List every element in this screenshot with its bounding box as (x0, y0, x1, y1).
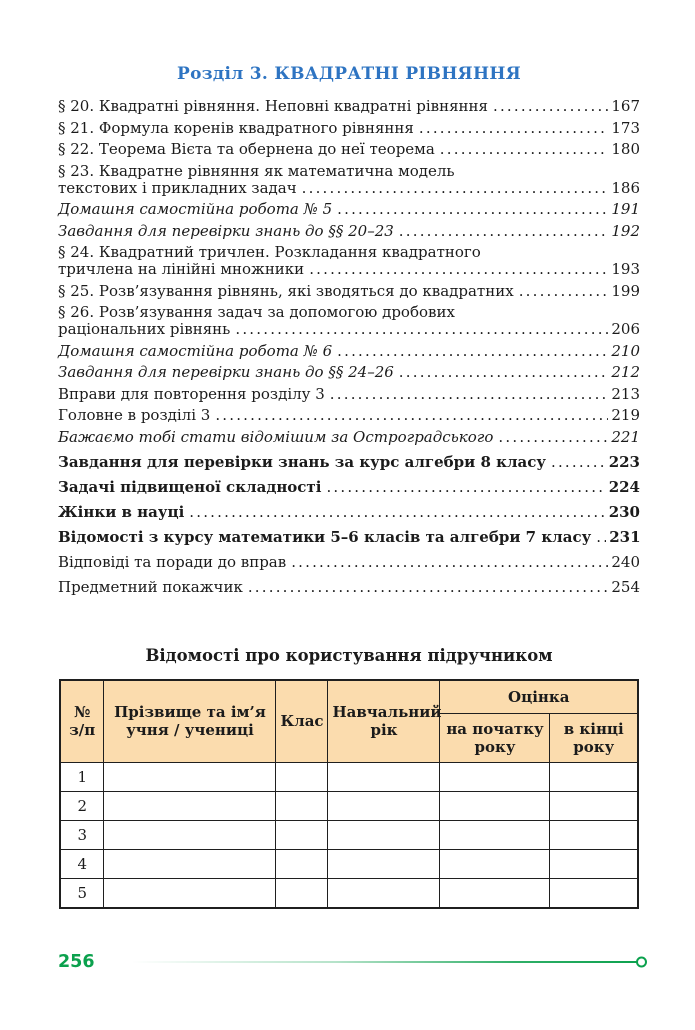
header-cell-grade-end: в кінці року (550, 713, 638, 762)
dot-leader (519, 283, 609, 300)
toc-entry-text: § 21. Формула коренів квадратного рівняння (58, 118, 414, 137)
toc-entry-text: Предметний покажчик (58, 577, 243, 596)
toc-entry-page: 192 (611, 221, 640, 240)
header-cell-grade: Оцінка (440, 680, 638, 714)
toc-entry (58, 343, 640, 360)
toc-entry-text: тричлена на лінійні множники (58, 260, 305, 278)
toc-entry-text: Домашня самостійна робота № 5 (58, 200, 333, 218)
toc-entry-page: 206 (611, 320, 640, 338)
toc-entry-text: текстових і прикладних задач (58, 178, 297, 197)
dot-leader (309, 261, 608, 278)
row-number-cell: 2 (60, 791, 104, 820)
toc-entry (58, 120, 640, 137)
usage-section (58, 646, 640, 909)
toc-row (58, 529, 640, 546)
toc-entry-text: Головне в розділі 3 (58, 406, 211, 424)
toc-entry-page: 223 (608, 452, 640, 471)
empty-cell (550, 762, 638, 791)
empty-cell (550, 820, 638, 849)
row-number-cell: 5 (60, 878, 104, 908)
toc-row (58, 364, 640, 381)
toc-entry-page: 230 (608, 502, 640, 521)
toc-entry (58, 386, 640, 403)
dot-leader (189, 504, 605, 521)
dot-leader (326, 479, 605, 496)
toc-row (58, 479, 640, 496)
dot-leader (419, 120, 608, 137)
toc-row (58, 120, 640, 137)
empty-cell (276, 762, 328, 791)
dot-leader (235, 321, 608, 338)
toc-row (58, 454, 640, 471)
toc-entry-page: 210 (611, 341, 640, 360)
usage-table-row (60, 849, 638, 878)
empty-cell (440, 762, 550, 791)
empty-cell (440, 878, 550, 908)
toc-entry-text: Бажаємо тобі стати відомішим за Остроградського (58, 427, 494, 446)
toc-entry-text: Вправи для повторення розділу 3 (58, 384, 325, 403)
toc-row (58, 407, 640, 424)
toc-row (58, 321, 640, 338)
toc-entry-text: Завдання для перевірки знань до §§ 24–26 (58, 363, 394, 381)
empty-cell (276, 820, 328, 849)
toc-entry (58, 304, 640, 338)
toc-entry-page: 199 (611, 281, 640, 300)
chapter-title: Розділ 3. КВАДРАТНІ РІВНЯННЯ (176, 64, 521, 84)
toc-entry (58, 529, 640, 546)
empty-cell (328, 791, 440, 820)
dot-leader (302, 180, 609, 197)
toc-entry (58, 407, 640, 424)
toc-entry-text: Жінки в науці (58, 502, 185, 521)
toc-entry-page: 221 (611, 427, 640, 446)
dot-leader (493, 98, 608, 115)
dot-leader (399, 364, 609, 381)
toc-entry-text: § 26. Розв’язування задач за допомогою дробових (58, 303, 455, 321)
usage-table-row (60, 791, 638, 820)
toc-entry-text: Завдання для перевірки знань за курс алгебри 8 класу (58, 452, 546, 471)
toc-entry (58, 479, 640, 496)
header-cell-class: Клас (276, 680, 328, 763)
toc-row (58, 504, 640, 521)
empty-cell (440, 849, 550, 878)
toc-entry (58, 504, 640, 521)
usage-table-row (60, 878, 638, 908)
empty-cell (328, 878, 440, 908)
dot-leader (498, 429, 608, 446)
toc-entry-page: 212 (611, 363, 640, 381)
toc-row (58, 386, 640, 403)
toc-entry-page: 180 (611, 140, 640, 158)
empty-cell (104, 791, 276, 820)
toc-entry-text: § 20. Квадратні рівняння. Неповні квадратні рівняння (58, 97, 488, 115)
header-cell-num: № з/п (60, 680, 104, 763)
toc-row (58, 180, 640, 197)
toc-entry-page: 219 (611, 406, 640, 424)
empty-cell (328, 849, 440, 878)
toc-entry-text: раціональних рівнянь (58, 320, 231, 338)
empty-cell (276, 849, 328, 878)
dot-leader (291, 554, 608, 571)
toc-entry-page: 193 (611, 260, 640, 278)
usage-table (59, 679, 639, 909)
empty-cell (550, 849, 638, 878)
empty-cell (550, 791, 638, 820)
toc-entry (58, 454, 640, 471)
toc-entry (58, 283, 640, 300)
empty-cell (104, 820, 276, 849)
usage-table-header (60, 680, 638, 763)
toc-entry (58, 429, 640, 446)
toc-row (58, 579, 640, 596)
dot-leader (330, 386, 609, 403)
empty-cell (104, 849, 276, 878)
row-number-cell: 1 (60, 762, 104, 791)
line-end-circle-icon (636, 957, 647, 968)
toc-entry (58, 579, 640, 596)
row-number-cell: 4 (60, 849, 104, 878)
toc-entry-page: 254 (611, 577, 640, 596)
dot-leader (551, 454, 606, 471)
row-number-cell: 3 (60, 820, 104, 849)
toc-entry-text: § 23. Квадратне рівняння як математична модель (58, 161, 455, 180)
toc-entry-text: Відповіді та поради до вправ (58, 552, 287, 571)
toc-entry-page: 191 (611, 200, 640, 218)
usage-table-title: Відомості про користування підручником (145, 645, 553, 665)
dot-leader (215, 407, 608, 424)
toc-entry (58, 364, 640, 381)
empty-cell (328, 820, 440, 849)
toc-entry-text: § 22. Теорема Вієта та обернена до неї теорема (58, 140, 435, 158)
toc-entry-page: 173 (611, 118, 640, 137)
toc-entry (58, 98, 640, 115)
dot-leader (399, 223, 609, 240)
header-cell-name: Прізвище та ім’я учня / учениці (104, 680, 276, 763)
empty-cell (550, 878, 638, 908)
toc-entry (58, 141, 640, 158)
toc-row (58, 201, 640, 218)
empty-cell (440, 791, 550, 820)
header-cell-grade-start: на початку року (440, 713, 550, 762)
usage-table-row (60, 762, 638, 791)
toc-row (58, 261, 640, 278)
empty-cell (104, 762, 276, 791)
usage-table-body (60, 762, 638, 908)
dot-leader (337, 343, 608, 360)
toc-row (58, 283, 640, 300)
page-footer (58, 952, 643, 972)
toc-entry-page: 186 (611, 178, 640, 197)
toc-entry-text: Домашня самостійна робота № 6 (58, 341, 333, 360)
empty-cell (440, 820, 550, 849)
dot-leader (248, 579, 609, 596)
toc-row (58, 343, 640, 360)
toc-entry-text: Відомості з курсу математики 5–6 класів та алгебри 7 класу (58, 527, 592, 546)
toc-entry-page: 240 (611, 552, 640, 571)
toc-list (58, 98, 640, 596)
toc-entry-text: Задачі підвищеної складності (58, 477, 322, 496)
toc-entry-page: 167 (611, 97, 640, 115)
toc-row (58, 429, 640, 446)
toc-entry-page: 213 (611, 384, 640, 403)
toc-entry-text: Завдання для перевірки знань до §§ 20–23 (58, 221, 394, 240)
toc-row (58, 98, 640, 115)
empty-cell (276, 878, 328, 908)
toc-entry (58, 163, 640, 197)
header-cell-year: Навчальний рік (328, 680, 440, 763)
toc-entry (58, 244, 640, 278)
toc-entry (58, 223, 640, 240)
toc-row (58, 554, 640, 571)
empty-cell (328, 762, 440, 791)
toc-entry (58, 554, 640, 571)
page-number: 256 (58, 952, 95, 972)
toc-entry-page: 231 (609, 527, 641, 546)
footer-rule (131, 961, 643, 963)
dot-leader (337, 201, 608, 218)
toc-row (58, 223, 640, 240)
toc-row (58, 141, 640, 158)
empty-cell (276, 791, 328, 820)
dot-leader (596, 529, 606, 546)
usage-table-row (60, 820, 638, 849)
toc-entry-text: § 25. Розв’язування рівнянь, які зводяться до квадратних (58, 281, 514, 300)
toc-entry-text: § 24. Квадратний тричлен. Розкладання квадратного (58, 243, 481, 261)
empty-cell (104, 878, 276, 908)
toc-entry-page: 224 (608, 477, 640, 496)
dot-leader (440, 141, 609, 158)
toc-entry (58, 201, 640, 218)
